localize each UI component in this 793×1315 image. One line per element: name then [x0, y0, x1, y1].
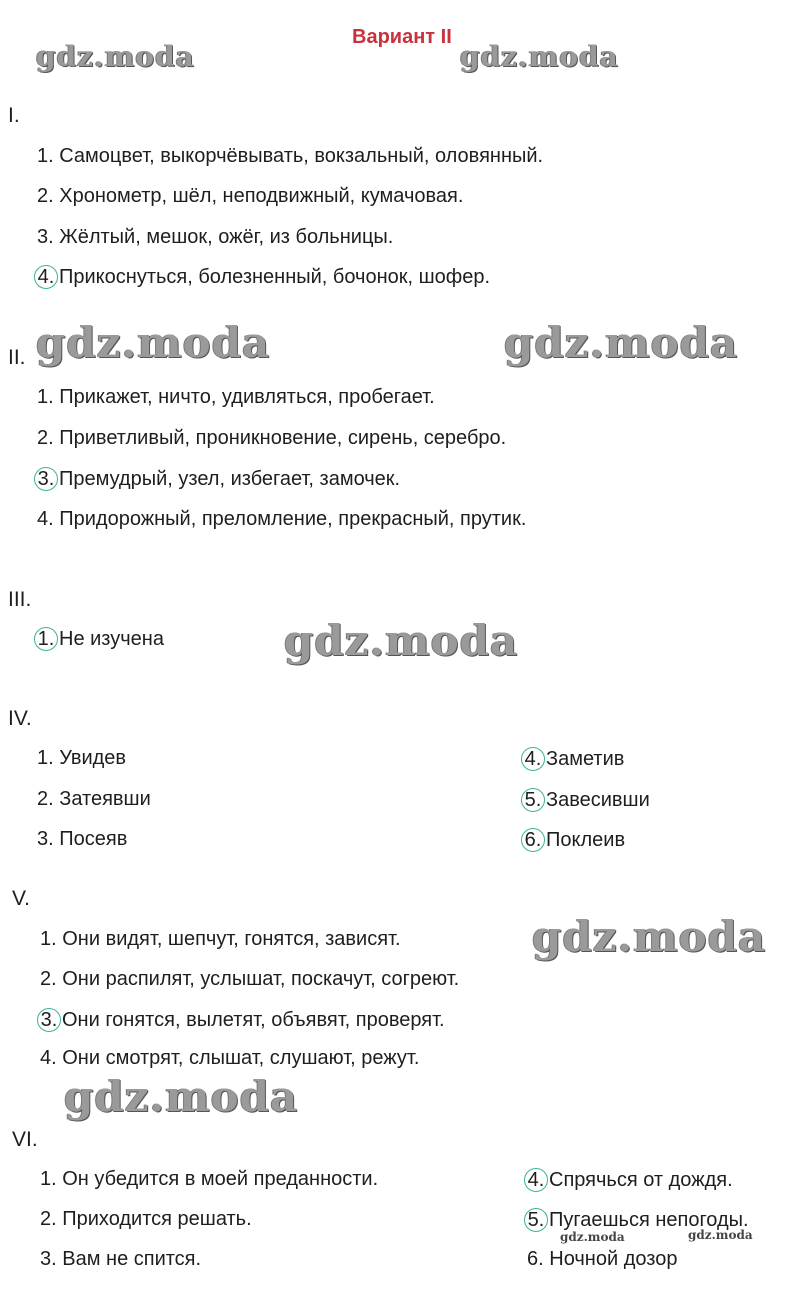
watermark: gdz.moda — [504, 318, 739, 367]
section-label: V. — [12, 887, 30, 910]
circled-number: 1. — [34, 627, 58, 651]
item-text: Заметив — [546, 748, 625, 770]
answer-item — [37, 265, 490, 289]
section-label: III. — [8, 588, 32, 611]
circled-number: 3. — [37, 1008, 61, 1032]
item-text: Придорожный, преломление, прекрасный, прутик. — [59, 508, 527, 530]
answer-item — [37, 386, 435, 409]
answer-item — [37, 226, 393, 249]
item-text: Хронометр, шёл, неподвижный, кумачовая. — [59, 185, 464, 207]
watermark: gdz.moda — [284, 616, 519, 665]
section-label: I. — [8, 104, 20, 127]
item-text: Завесивши — [546, 789, 650, 811]
section-label: II. — [8, 346, 26, 369]
answer-item — [527, 1168, 733, 1192]
watermark: gdz.moda — [64, 1072, 299, 1121]
item-number: 2. — [40, 1208, 57, 1230]
item-text: Они смотрят, слышат, слушают, режут. — [62, 1047, 420, 1069]
answer-item — [40, 1208, 252, 1231]
watermark: gdz.moda — [688, 1228, 753, 1242]
circled-number: 4. — [521, 747, 545, 771]
item-number: 2. — [40, 968, 57, 990]
item-number: 4. — [40, 1047, 57, 1069]
item-text: Посеяв — [59, 828, 128, 850]
answer-item — [40, 1168, 378, 1191]
item-text: Жёлтый, мешок, ожёг, из больницы. — [59, 226, 394, 248]
item-text: Увидев — [59, 747, 127, 769]
item-number: 2. — [37, 185, 54, 207]
item-number: 1. — [37, 145, 54, 167]
answer-item — [37, 828, 127, 851]
answer-item — [37, 185, 463, 208]
item-text: Приходится решать. — [62, 1208, 252, 1230]
page-title: Вариант II — [352, 26, 452, 48]
answer-item — [527, 1208, 749, 1232]
item-text: Прикажет, ничто, удивляться, пробегает. — [59, 386, 435, 408]
section-label: IV. — [8, 707, 32, 730]
answer-item — [37, 145, 543, 168]
watermark: gdz.moda — [560, 1230, 625, 1244]
answer-item — [40, 928, 401, 951]
watermark: gdz.moda — [36, 318, 271, 367]
watermark: gdz.moda — [460, 40, 619, 73]
item-number: 1. — [40, 1168, 57, 1190]
answer-item — [524, 828, 625, 852]
circled-number: 3. — [34, 467, 58, 491]
item-text: Они видят, шепчут, гонятся, зависят. — [62, 928, 401, 950]
answer-item — [37, 427, 506, 450]
section-label: VI. — [12, 1128, 38, 1151]
answer-item — [524, 788, 650, 812]
item-number: 2. — [37, 427, 54, 449]
circled-number: 6. — [521, 828, 545, 852]
item-number: 3. — [40, 1248, 57, 1270]
answer-item — [40, 968, 459, 991]
item-text: Пугаешься непогоды. — [549, 1209, 749, 1231]
circled-number: 5. — [524, 1208, 548, 1232]
item-number: 6. — [527, 1248, 544, 1270]
answer-item — [524, 747, 624, 771]
circled-number: 5. — [521, 788, 545, 812]
item-text: Спрячься от дождя. — [549, 1169, 733, 1191]
item-number: 1. — [37, 386, 54, 408]
item-number: 3. — [37, 828, 54, 850]
item-number: 1. — [40, 928, 57, 950]
item-number: 3. — [37, 226, 54, 248]
answer-item — [527, 1248, 677, 1271]
item-text: Самоцвет, выкорчёвывать, вокзальный, оловянный. — [59, 145, 544, 167]
answer-item — [40, 1248, 201, 1271]
answer-item — [37, 747, 126, 770]
item-text: Затеявши — [59, 788, 151, 810]
item-text: Они распилят, услышат, поскачут, согреют. — [62, 968, 460, 990]
item-text: Они гонятся, вылетят, объявят, проверят. — [62, 1009, 445, 1031]
item-number: 1. — [37, 747, 54, 769]
item-text: Он убедится в моей преданности. — [62, 1168, 379, 1190]
watermark: gdz.moda — [36, 40, 195, 73]
answer-item — [37, 467, 400, 491]
answer-item — [37, 627, 164, 651]
circled-number: 4. — [34, 265, 58, 289]
answer-item — [40, 1008, 445, 1032]
item-number: 4. — [37, 508, 54, 530]
item-text: Премудрый, узел, избегает, замочек. — [59, 468, 401, 490]
item-text: Ночной дозор — [549, 1248, 678, 1270]
item-text: Поклеив — [546, 829, 626, 851]
item-text: Вам не спится. — [62, 1248, 202, 1270]
item-text: Прикоснуться, болезненный, бочонок, шофер. — [59, 266, 491, 288]
item-text: Не изучена — [59, 628, 164, 650]
item-number: 2. — [37, 788, 54, 810]
item-text: Приветливый, проникновение, сирень, серебро. — [59, 427, 507, 449]
answer-item — [40, 1047, 419, 1070]
circled-number: 4. — [524, 1168, 548, 1192]
answer-item — [37, 508, 526, 531]
watermark: gdz.moda — [532, 912, 767, 961]
answer-item — [37, 788, 151, 811]
